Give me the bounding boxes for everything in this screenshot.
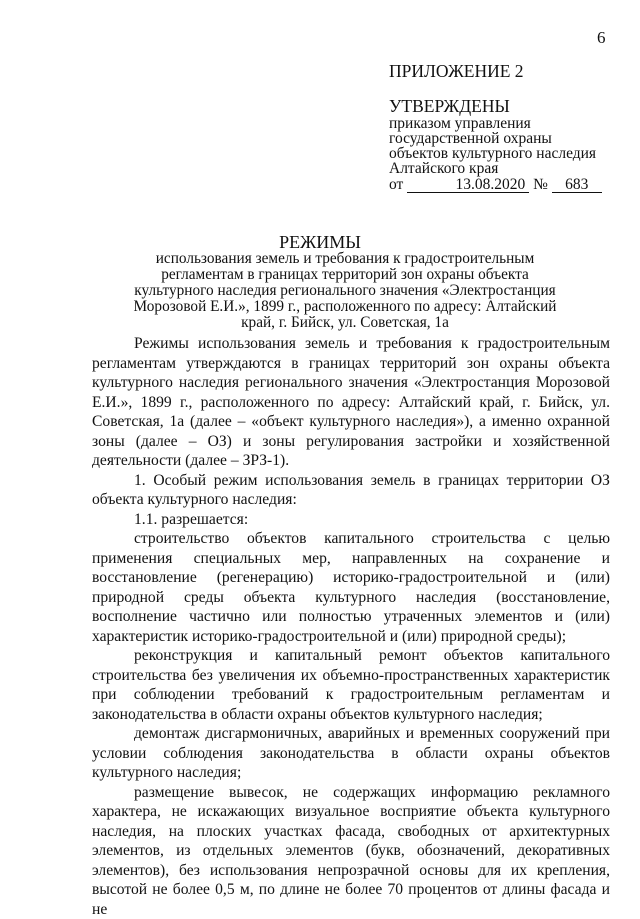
body-paragraph: 1.1. разрешается: <box>92 510 610 530</box>
order-number-label: № <box>533 176 548 193</box>
body-paragraph: Режимы использования земель и требования к градостроительным регламентам утверждаются в границах территорий зон охраны объекта культурного наследия регионального значения «Электростанция Морозовой Е.И.», 1899 г., расположенного по адресу: Алтайский край, г. Бийск, ул. Советская, 1а (далее – «объект культурного наследия»), а именно охранной зоны (далее – ОЗ) и зоны регулирования застройки и хозяйственной деятельности (далее – ЗРЗ-1). <box>92 334 610 471</box>
body-paragraph: демонтаж дисгармоничных, аварийных и временных сооружений при условии соблюдения законодательства в области охраны объектов культурного наследия; <box>92 724 610 783</box>
order-line <box>389 177 629 193</box>
body-paragraph: 1. Особый режим использования земель в границах территории ОЗ объекта культурного наследия: <box>92 471 610 510</box>
appendix-label: ПРИЛОЖЕНИЕ 2 <box>389 60 629 82</box>
order-number: 683 <box>552 177 602 193</box>
body-paragraph: строительство объектов капитального строительства с целью применения специальных мер, направленных на сохранение и восстановление (регенерацию) историко-градостроительной и (или) природной среды объекта культурного наследия (восстановление, восполнение частично или полностью утраченных элементов и (или) характеристик историко-градостроительной и (или) природной среды); <box>92 529 610 646</box>
document-body <box>92 334 610 919</box>
order-from-label: от <box>389 176 403 193</box>
body-paragraph: реконструкция и капитальный ремонт объектов капитального строительства без увеличения их объемно-пространственных характеристик при соблюдении требований к градостроительным регламентам и законодательства в области охраны объектов культурного наследия; <box>92 646 610 724</box>
document-title: РЕЖИМЫ <box>0 232 640 252</box>
approval-block <box>389 60 629 193</box>
page-number: 6 <box>597 28 606 48</box>
approval-line: Алтайского края <box>389 161 629 176</box>
approved-label: УТВЕРЖДЕНЫ <box>389 96 629 116</box>
approval-line: государственной охраны <box>389 131 629 146</box>
approval-line: приказом управления <box>389 116 629 131</box>
order-date: 13.08.2020 <box>407 177 529 193</box>
body-paragraph: размещение вывесок, не содержащих информацию рекламного характера, не искажающих визуальное восприятие объекта культурного наследия, на плоских участках фасада, свободных от архитектурных элементов, из отдельных элементов (букв, обозначений, декоративных элементов), без использования непрозрачной основы для их крепления, высотой не более 0,5 м, по длине не более 70 процентов от длины фасада и не <box>92 783 610 919</box>
document-subtitle: использования земель и требования к градостроительным регламентам в границах территорий зон охраны объекта культурного наследия регионального значения «Электростанция Морозовой Е.И.», 1899 г., расположенного по адресу: Алтайский край, г. Бийск, ул. Советская, 1а <box>130 251 560 331</box>
approval-line: объектов культурного наследия <box>389 146 629 161</box>
